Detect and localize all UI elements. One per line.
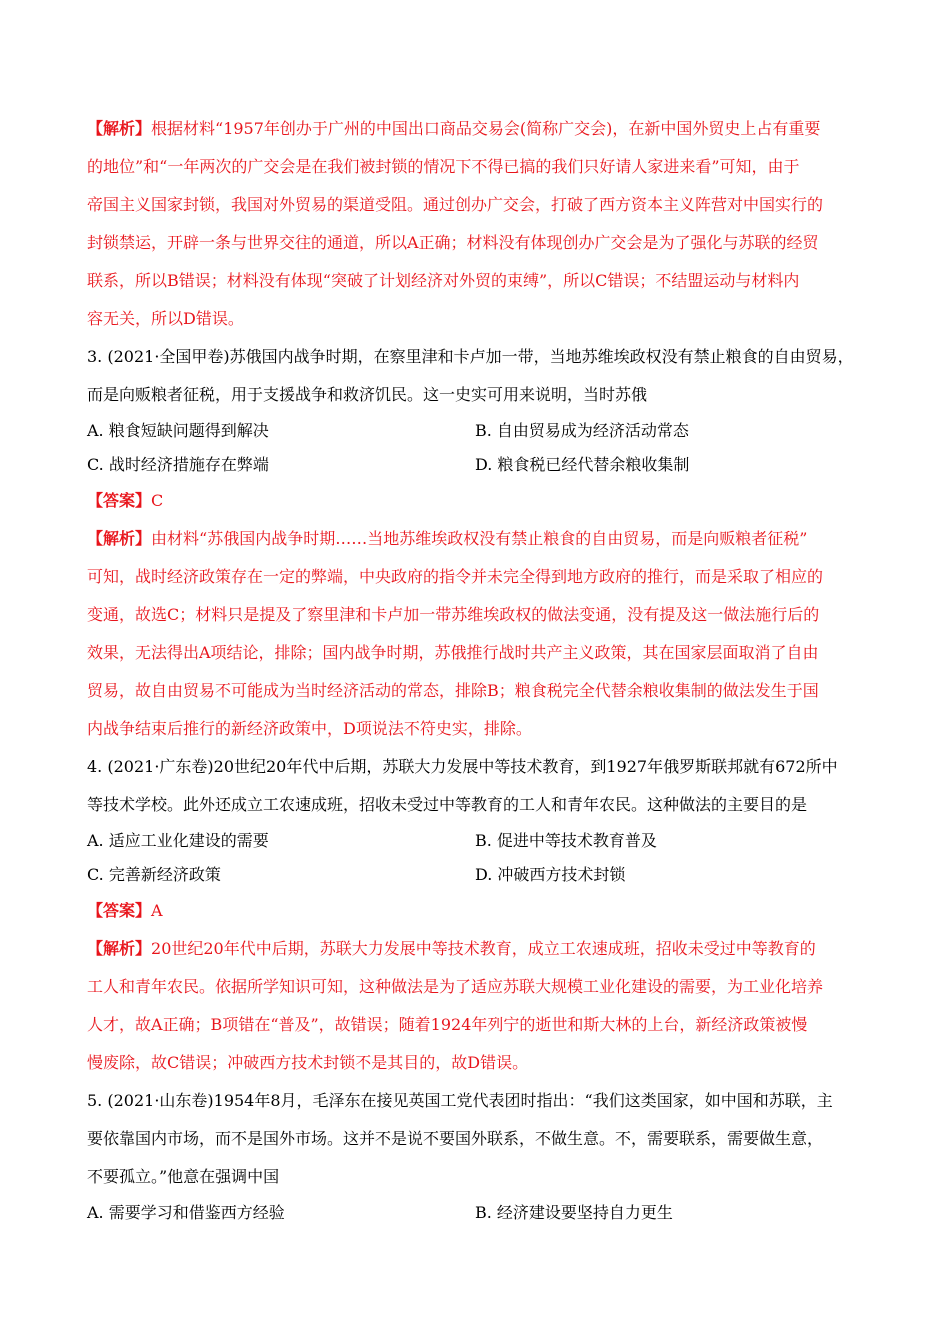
q5-options-row [87, 1196, 864, 1230]
q2-analysis-tag: 【解析】 [87, 119, 152, 138]
q4-option-b: B. 促进中等技术教育普及 [475, 831, 657, 850]
q4-answer-value: A [151, 901, 163, 920]
q3-stem [87, 338, 864, 414]
q5-stem-line: 5. (2021·山东卷)1954年8月，毛泽东在接见英国工党代表团时指出：“我们这类国家，如中国和苏联，主 [87, 1091, 833, 1110]
q4-analysis-line: 慢废除，故C错误；冲破西方技术封锁不是其目的，故D错误。 [87, 1053, 529, 1072]
q4-stem [87, 748, 864, 824]
q3-option-a: A. 粮食短缺问题得到解决 [87, 421, 269, 440]
q3-analysis [87, 520, 864, 748]
q3-option-c: C. 战时经济措施存在弊端 [87, 455, 269, 474]
q3-analysis-line: 贸易，故自由贸易不可能成为当时经济活动的常态，排除B；粮食税完全代替余粮收集制的做法发生于国 [87, 681, 819, 700]
q2-analysis-line: 封锁禁运，开辟一条与世界交往的通道，所以A正确；材料没有体现创办广交会是为了强化与苏联的经贸 [87, 233, 819, 252]
q4-options-row [87, 858, 864, 892]
q5-option-b: B. 经济建设要坚持自力更生 [475, 1203, 673, 1222]
q3-analysis-line: 由材料“苏俄国内战争时期……当地苏维埃政权没有禁止粮食的自由贸易，而是向贩粮者征税” [151, 529, 808, 548]
q2-analysis-line: 联系，所以B错误；材料没有体现“突破了计划经济对外贸的束缚”，所以C错误；不结盟运动与材料内 [87, 271, 800, 290]
q3-analysis-line: 内战争结束后推行的新经济政策中，D项说法不符史实，排除。 [87, 719, 532, 738]
q2-analysis-line: 容无关，所以D错误。 [87, 309, 244, 328]
q3-answer-tag: 【答案】 [87, 491, 152, 510]
q5-option-a: A. 需要学习和借鉴西方经验 [87, 1203, 285, 1222]
q2-analysis-line: 帝国主义国家封锁，我国对外贸易的渠道受阻。通过创办广交会，打破了西方资本主义阵营对中国实行的 [87, 195, 824, 214]
q3-answer [87, 482, 864, 520]
q3-option-d: D. 粮食税已经代替余粮收集制 [475, 455, 690, 474]
q5-stem-line: 要依靠国内市场，而不是国外市场。这并不是说不要国外联系，不做生意。不，需要联系，需要做生意， [87, 1129, 824, 1148]
q3-option-b: B. 自由贸易成为经济活动常态 [475, 421, 689, 440]
page-content [87, 110, 864, 1230]
q3-stem-line: 而是向贩粮者征税，用于支援战争和救济饥民。这一史实可用来说明，当时苏俄 [87, 385, 648, 404]
q4-analysis [87, 930, 864, 1082]
q3-analysis-tag: 【解析】 [87, 529, 152, 548]
q5-stem [87, 1082, 864, 1196]
q2-analysis [87, 110, 864, 338]
q3-options-row [87, 448, 864, 482]
q4-answer-tag: 【答案】 [87, 901, 152, 920]
q4-analysis-line: 人才，故A正确；B项错在“普及”，故错误；随着1924年列宁的逝世和斯大林的上台，新经济政策被慢 [87, 1015, 808, 1034]
q3-options-row [87, 414, 864, 448]
q4-option-c: C. 完善新经济政策 [87, 865, 221, 884]
q4-stem-line: 4. (2021·广东卷)20世纪20年代中后期，苏联大力发展中等技术教育，到1927年俄罗斯联邦就有672所中 [87, 757, 838, 776]
q4-analysis-tag: 【解析】 [87, 939, 152, 958]
q3-stem-line: 3. (2021·全国甲卷)苏俄国内战争时期，在察里津和卡卢加一带，当地苏维埃政权没有禁止粮食的自由贸易， [87, 347, 854, 366]
q4-stem-line: 等技术学校。此外还成立工农速成班，招收未受过中等教育的工人和青年农民。这种做法的主要目的是 [87, 795, 808, 814]
q4-analysis-line: 20世纪20年代中后期，苏联大力发展中等技术教育，成立工农速成班，招收未受过中等教育的 [151, 939, 816, 958]
q4-analysis-line: 工人和青年农民。依据所学知识可知，这种做法是为了适应苏联大规模工业化建设的需要，为工业化培养 [87, 977, 824, 996]
q3-analysis-line: 变通，故选C；材料只是提及了察里津和卡卢加一带苏维埃政权的做法变通，没有提及这一做法施行后的 [87, 605, 820, 624]
q3-answer-value: C [151, 491, 164, 510]
q2-analysis-line: 的地位”和“一年两次的广交会是在我们被封锁的情况下不得已搞的我们只好请人家进来看”可知，由于 [87, 157, 800, 176]
q3-analysis-line: 效果，无法得出A项结论，排除；国内战争时期，苏俄推行战时共产主义政策，其在国家层面取消了自由 [87, 643, 819, 662]
q4-answer [87, 892, 864, 930]
q5-stem-line: 不要孤立。”他意在强调中国 [87, 1167, 280, 1186]
q4-option-d: D. 冲破西方技术封锁 [475, 865, 626, 884]
q2-analysis-line: 根据材料“1957年创办于广州的中国出口商品交易会(简称广交会)，在新中国外贸史上占有重要 [151, 119, 821, 138]
q4-option-a: A. 适应工业化建设的需要 [87, 831, 269, 850]
q3-analysis-line: 可知，战时经济政策存在一定的弊端，中央政府的指令并未完全得到地方政府的推行，而是采取了相应的 [87, 567, 824, 586]
q4-options-row [87, 824, 864, 858]
